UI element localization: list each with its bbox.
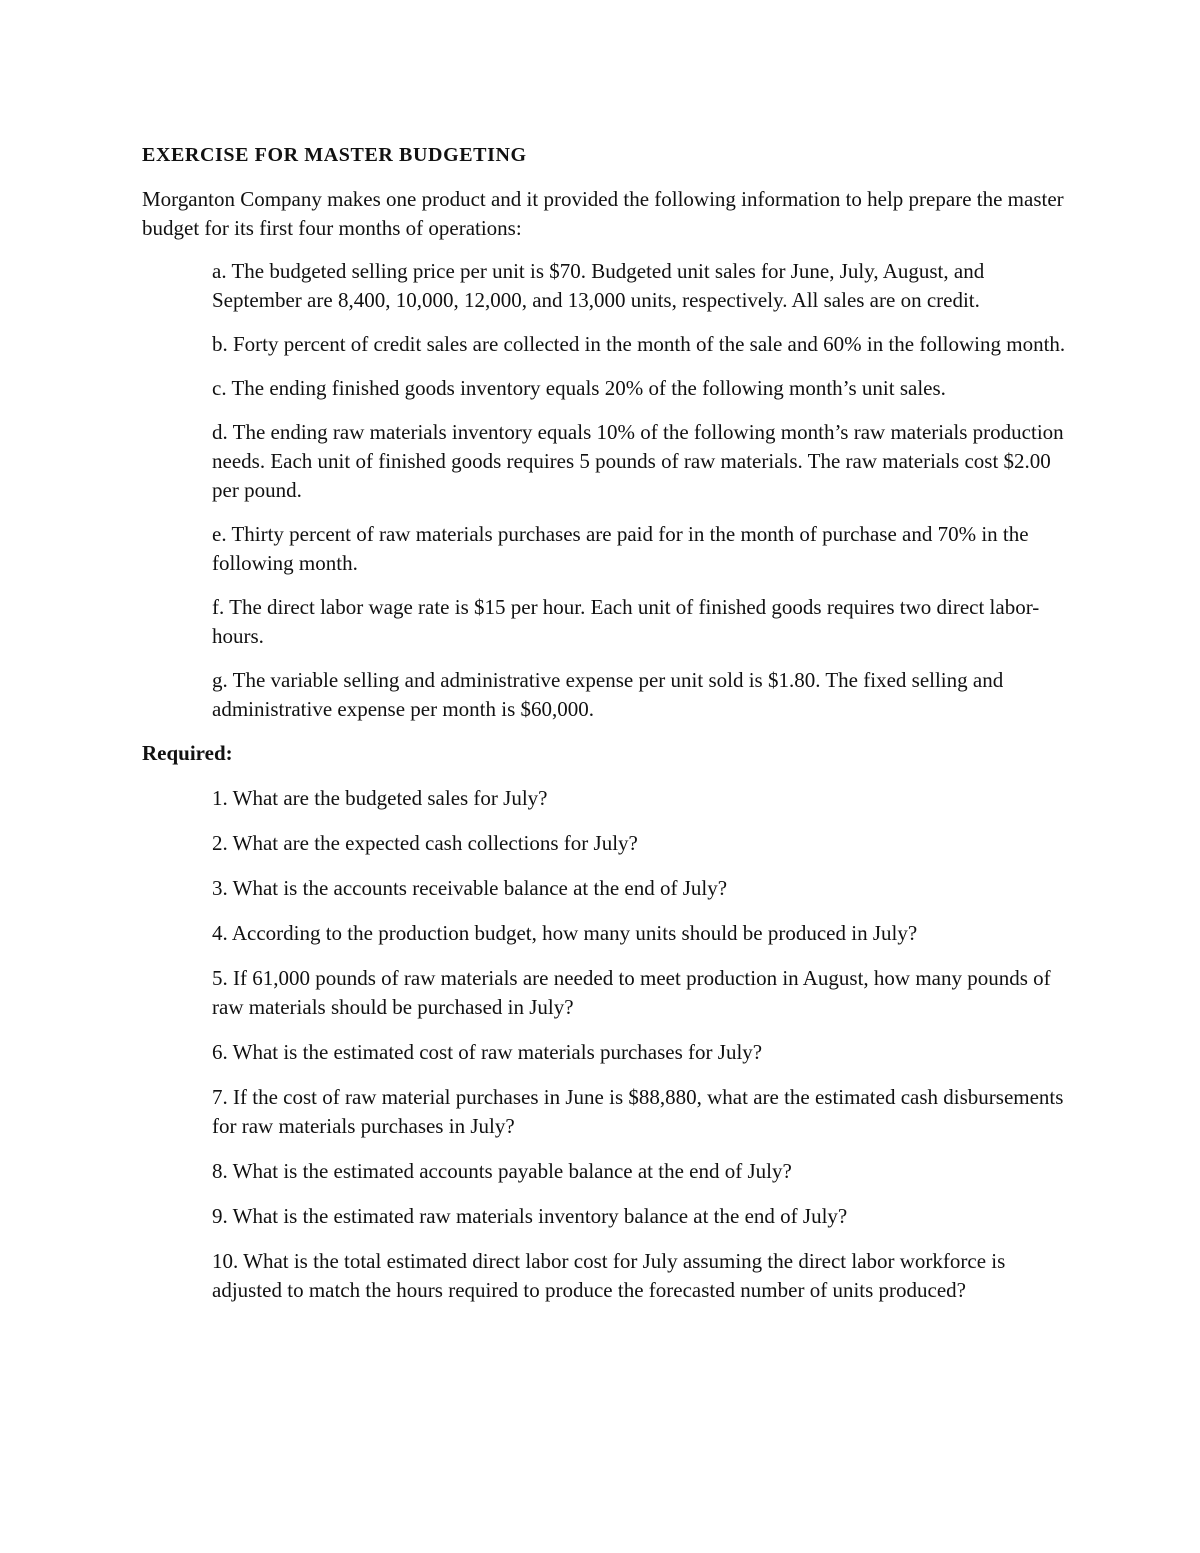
question-2: 2. What are the expected cash collections for July? — [212, 831, 638, 855]
question-5: 5. If 61,000 pounds of raw materials are needed to meet production in August, how many pounds of raw materials should be purchased in July? — [212, 966, 1051, 1019]
intro-paragraph: Morganton Company makes one product and it provided the following information to help prepare the master budget for its first four months of operations: — [142, 187, 1064, 240]
questions-list — [142, 784, 1072, 1305]
question-8: 8. What is the estimated accounts payable balance at the end of July? — [212, 1159, 792, 1183]
info-item-g: g. The variable selling and administrative expense per unit sold is $1.80. The fixed selling and administrative expense per month is $60,000. — [212, 668, 1004, 721]
question-10: 10. What is the total estimated direct labor cost for July assuming the direct labor workforce is adjusted to match the hours required to produce the forecasted number of units produced? — [212, 1249, 1006, 1302]
question-9: 9. What is the estimated raw materials inventory balance at the end of July? — [212, 1204, 848, 1228]
question-7: 7. If the cost of raw material purchases in June is $88,880, what are the estimated cash disbursements for raw materials purchases in July? — [212, 1085, 1064, 1138]
info-item-f: f. The direct labor wage rate is $15 per hour. Each unit of finished goods requires two direct labor-hours. — [212, 595, 1040, 648]
question-4: 4. According to the production budget, how many units should be produced in July? — [212, 921, 918, 945]
info-item-d: d. The ending raw materials inventory equals 10% of the following month’s raw materials production needs. Each unit of finished goods requires 5 pounds of raw materials. The raw materials cost $2.00 per pound. — [212, 420, 1064, 502]
document-body — [142, 141, 1072, 1321]
question-6: 6. What is the estimated cost of raw materials purchases for July? — [212, 1040, 763, 1064]
info-item-b: b. Forty percent of credit sales are collected in the month of the sale and 60% in the following month. — [212, 332, 1066, 356]
info-item-c: c. The ending finished goods inventory equals 20% of the following month’s unit sales. — [212, 376, 946, 400]
document-title: EXERCISE FOR MASTER BUDGETING — [142, 144, 527, 166]
question-3: 3. What is the accounts receivable balance at the end of July? — [212, 876, 728, 900]
given-information-list — [142, 257, 1072, 724]
required-heading: Required: — [142, 741, 233, 765]
question-1: 1. What are the budgeted sales for July? — [212, 786, 548, 810]
info-item-e: e. Thirty percent of raw materials purchases are paid for in the month of purchase and 70% in the following month. — [212, 522, 1029, 575]
info-item-a: a. The budgeted selling price per unit is $70. Budgeted unit sales for June, July, August, and September are 8,400, 10,000, 12,000, and 13,000 units, respectively. All sales are on credit. — [212, 259, 985, 312]
